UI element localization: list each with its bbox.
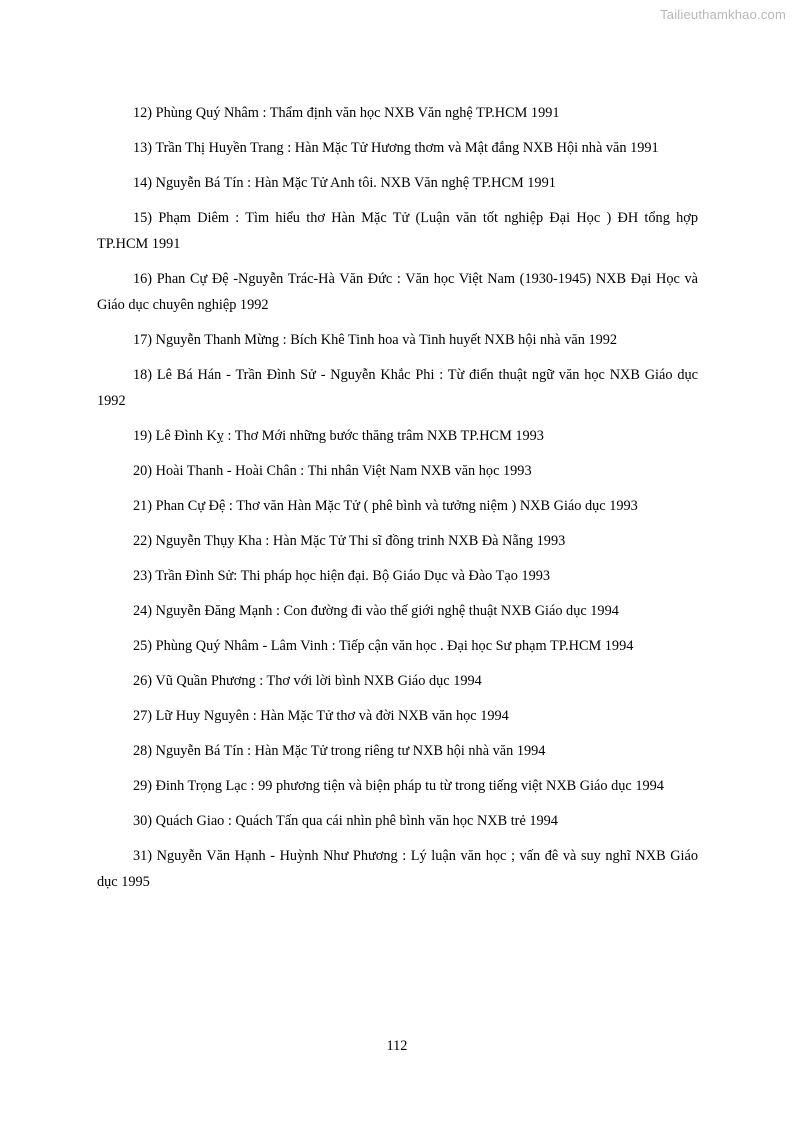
reference-item: 24) Nguyễn Đăng Mạnh : Con đường đi vào thế giới nghệ thuật NXB Giáo dục 1994 bbox=[133, 603, 619, 619]
reference-item: 13) Trần Thị Huyền Trang : Hàn Mặc Tử Hương thơm và Mật đắng NXB Hội nhà văn 1991 bbox=[133, 140, 659, 156]
page-number: 112 bbox=[386, 1038, 408, 1054]
reference-item: 19) Lê Đình Kỵ : Thơ Mới những bước thăng trâm NXB TP.HCM 1993 bbox=[133, 428, 544, 444]
reference-item: 15) Phạm Diêm : Tìm hiểu thơ Hàn Mặc Tử (Luận văn tốt nghiệp Đại Học ) ĐH tổng hợp TP.HCM 1991 bbox=[97, 210, 698, 252]
reference-item: 23) Trần Đình Sử: Thi pháp học hiện đại. Bộ Giáo Dục và Đào Tạo 1993 bbox=[133, 568, 551, 584]
reference-item: 20) Hoài Thanh - Hoài Chân : Thi nhân Việt Nam NXB văn học 1993 bbox=[133, 463, 532, 479]
reference-item: 26) Vũ Quần Phương : Thơ với lời bình NXB Giáo dục 1994 bbox=[133, 673, 482, 689]
reference-item: 18) Lê Bá Hán - Trần Đình Sử - Nguyễn Khắc Phi : Từ điển thuật ngữ văn học NXB Giáo dục 1992 bbox=[97, 367, 698, 409]
reference-item: 30) Quách Giao : Quách Tấn qua cái nhìn phê bình văn học NXB trẻ 1994 bbox=[133, 813, 558, 829]
watermark-text: Tailieuthamkhao.com bbox=[660, 7, 786, 22]
reference-item: 27) Lữ Huy Nguyên : Hàn Mặc Tử thơ và đời NXB văn học 1994 bbox=[133, 708, 509, 724]
reference-item: 16) Phan Cự Đệ -Nguyễn Trác-Hà Văn Đức : Văn học Việt Nam (1930-1945) NXB Đại Học và Giáo dục chuyên nghiệp 1992 bbox=[97, 271, 698, 313]
reference-item: 31) Nguyễn Văn Hạnh - Huỳnh Như Phương : Lý luận văn học ; vấn đê và suy nghĩ NXB Giáo dục 1995 bbox=[97, 848, 698, 890]
reference-item: 12) Phùng Quý Nhâm : Thẩm định văn học NXB Văn nghệ TP.HCM 1991 bbox=[133, 105, 560, 121]
reference-item: 21) Phan Cự Đệ : Thơ văn Hàn Mặc Tử ( phê bình và tưởng niệm ) NXB Giáo dục 1993 bbox=[133, 498, 638, 514]
reference-item: 17) Nguyễn Thanh Mừng : Bích Khê Tinh hoa và Tinh huyết NXB hội nhà văn 1992 bbox=[133, 332, 618, 348]
reference-item: 29) Đinh Trọng Lạc : 99 phương tiện và biện pháp tu từ trong tiếng việt NXB Giáo dục 1994 bbox=[133, 778, 664, 794]
reference-item: 25) Phùng Quý Nhâm - Lâm Vinh : Tiếp cận văn học . Đại học Sư phạm TP.HCM 1994 bbox=[133, 638, 634, 654]
reference-item: 22) Nguyễn Thụy Kha : Hàn Mặc Tử Thi sĩ đồng trinh NXB Đà Nẵng 1993 bbox=[133, 533, 566, 549]
reference-list bbox=[97, 100, 698, 904]
reference-item: 14) Nguyễn Bá Tín : Hàn Mặc Tử Anh tôi. NXB Văn nghệ TP.HCM 1991 bbox=[133, 175, 556, 191]
reference-item: 28) Nguyễn Bá Tín : Hàn Mặc Tử trong riêng tư NXB hội nhà văn 1994 bbox=[133, 743, 546, 759]
